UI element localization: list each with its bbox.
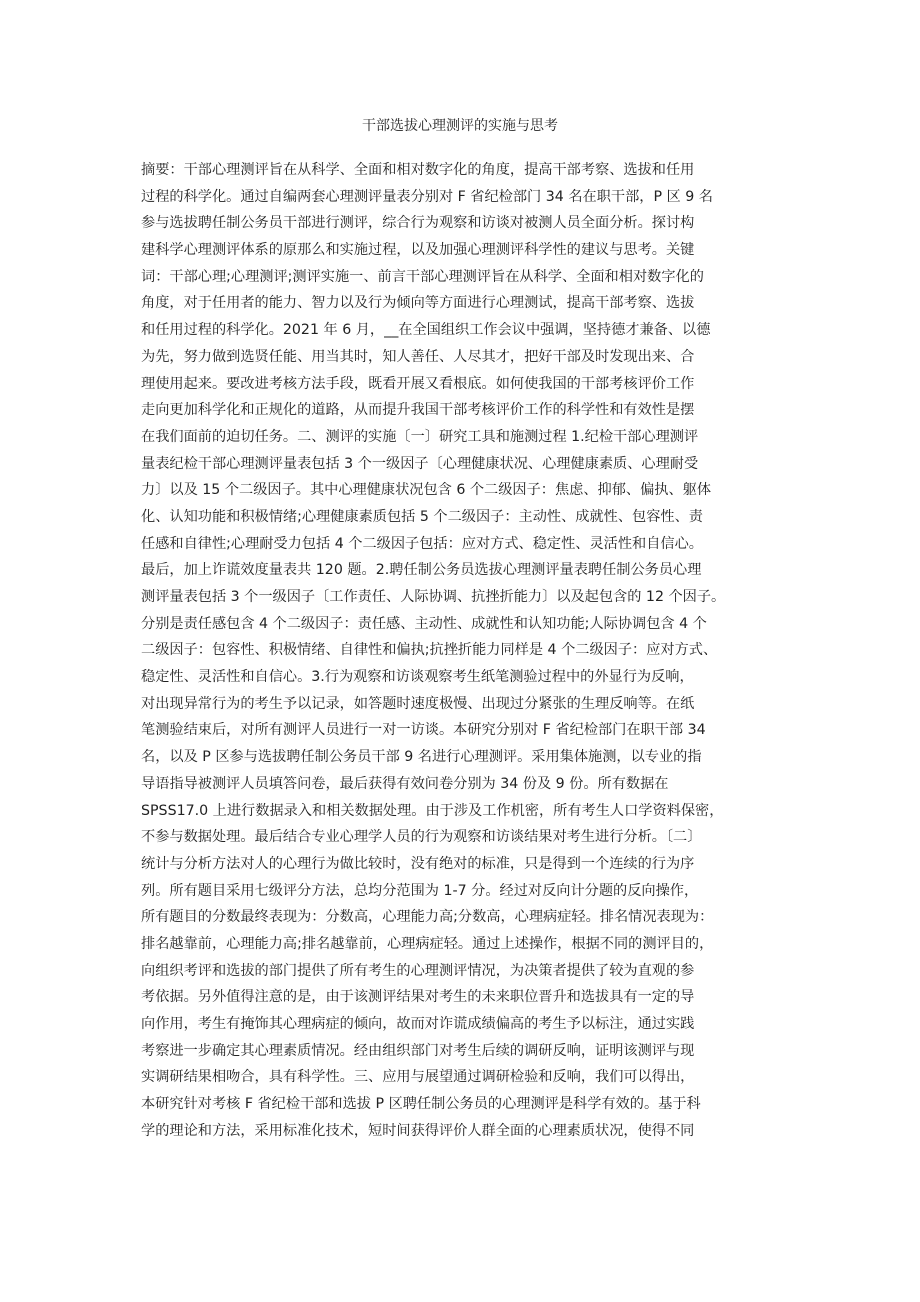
document-title: 干部选拔心理测评的实施与思考 xyxy=(362,118,558,134)
document-body xyxy=(141,157,791,1144)
body-line: 分别是责任感包含 4 个二级因子：责任感、主动性、成就性和认知功能;人际协调包含 4 个 xyxy=(141,615,707,632)
body-line: 稳定性、灵活性和自信心。3.行为观察和访谈观察考生纸笔测验过程中的外显行为反响， xyxy=(141,669,694,686)
body-line: 实调研结果相吻合，具有科学性。三、应用与展望通过调研检验和反响，我们可以得出， xyxy=(141,1069,695,1086)
body-line: 考察进一步确定其心理素质情况。经由组织部门对考生后续的调研反响，证明该测评与现 xyxy=(141,1042,695,1059)
body-line: SPSS17.0 上进行数据录入和相关数据处理。由于涉及工作机密，所有考生人口学资料保密， xyxy=(141,802,724,819)
body-line: 所有题目的分数最终表现为：分数高，心理能力高;分数高，心理病症轻。排名情况表现为： xyxy=(141,909,714,926)
body-line: 为先，努力做到选贤任能、用当其时，知人善任、人尽其才，把好干部及时发现出来、合 xyxy=(141,348,695,365)
body-line: 考依据。另外值得注意的是，由于该测评结果对考生的未来职位晋升和选拔具有一定的导 xyxy=(141,989,695,1006)
body-line: 和任用过程的科学化。2021 年 6 月，__在全国组织工作会议中强调，坚持德才兼备、以德 xyxy=(141,322,711,339)
body-line: 统计与分析方法对人的心理行为做比较时，没有绝对的标准，只是得到一个连续的行为序 xyxy=(141,855,695,872)
body-line: 二级因子：包容性、积极情绪、自律性和偏执;抗挫折能力同样是 4 个二级因子：应对方式、 xyxy=(141,642,718,659)
body-line: 列。所有题目采用七级评分方法，总均分范围为 1-7 分。经过对反向计分题的反向操作， xyxy=(141,882,699,899)
body-line: 不参与数据处理。最后结合专业心理学人员的行为观察和访谈结果对考生进行分析。〔二〕 xyxy=(141,829,702,846)
body-line: 化、认知功能和积极情绪;心理健康素质包括 5 个二级因子：主动性、成就性、包容性、责 xyxy=(141,508,703,525)
body-line: 向组织考评和选拔的部门提供了所有考生的心理测评情况，为决策者提供了较为直观的参 xyxy=(141,962,695,979)
body-line: 建科学心理测评体系的原那么和实施过程，以及加强心理测评科学性的建议与思考。关键 xyxy=(141,242,695,259)
body-line: 导语指导被测评人员填答问卷，最后获得有效问卷分别为 34 份及 9 份。所有数据在 xyxy=(141,775,669,792)
body-line: 对出现异常行为的考生予以记录，如答题时速度极慢、出现过分紧张的生理反响等。在纸 xyxy=(141,695,695,712)
body-line: 走向更加科学化和正规化的道路，从而提升我国干部考核评价工作的科学性和有效性是摆 xyxy=(141,402,695,419)
body-line: 量表纪检干部心理测评量表包括 3 个一级因子〔心理健康状况、心理健康素质、心理耐受 xyxy=(141,455,699,472)
body-line: 学的理论和方法，采用标准化技术，短时间获得评价人群全面的心理素质状况，使得不同 xyxy=(141,1122,695,1139)
body-line: 在我们面前的迫切任务。二、测评的实施〔一〕研究工具和施测过程 1.纪检干部心理测评 xyxy=(141,428,699,445)
body-line: 角度，对于任用者的能力、智力以及行为倾向等方面进行心理测试，提高干部考察、选拔 xyxy=(141,295,695,312)
body-line: 理使用起来。要改进考核方法手段，既看开展又看根底。如何使我国的干部考核评价工作 xyxy=(141,375,695,392)
body-line: 笔测验结束后，对所有测评人员进行一对一访谈。本研究分别对 F 省纪检部门在职干部 34 xyxy=(141,722,706,739)
body-line: 参与选拔聘任制公务员干部进行测评，综合行为观察和访谈对被测人员全面分析。探讨构 xyxy=(141,215,695,232)
body-line: 名，以及 P 区参与选拔聘任制公务员干部 9 名进行心理测评。采用集体施测，以专业的指 xyxy=(141,749,702,766)
body-line: 摘要：干部心理测评旨在从科学、全面和相对数字化的角度，提高干部考察、选拔和任用 xyxy=(141,162,695,178)
body-line: 排名越靠前，心理能力高;排名越靠前，心理病症轻。通过上述操作，根据不同的测评目的， xyxy=(141,935,714,952)
body-line: 词：干部心理;心理测评;测评实施一、前言干部心理测评旨在从科学、全面和相对数字化的 xyxy=(141,268,704,285)
body-line: 本研究针对考核 F 省纪检干部和选拔 P 区聘任制公务员的心理测评是科学有效的。基于科 xyxy=(141,1096,701,1113)
body-line: 测评量表包括 3 个一级因子〔工作责任、人际协调、抗挫折能力〕以及起包含的 12 个因子。 xyxy=(141,589,726,605)
body-line: 最后，加上诈谎效度量表共 120 题。2.聘任制公务员选拔心理测评量表聘任制公务员心理 xyxy=(141,562,702,579)
body-line: 力〕以及 15 个二级因子。其中心理健康状况包含 6 个二级因子：焦虑、抑郁、偏执、躯体 xyxy=(141,482,712,499)
body-line: 任感和自律性;心理耐受力包括 4 个二级因子包括：应对方式、稳定性、灵活性和自信心。 xyxy=(141,535,703,552)
body-line: 过程的科学化。通过自编两套心理测评量表分别对 F 省纪检部门 34 名在职干部，P 区 9 名 xyxy=(141,188,713,205)
body-line: 向作用，考生有掩饰其心理病症的倾向，故而对诈谎成绩偏高的考生予以标注，通过实践 xyxy=(141,1016,695,1032)
